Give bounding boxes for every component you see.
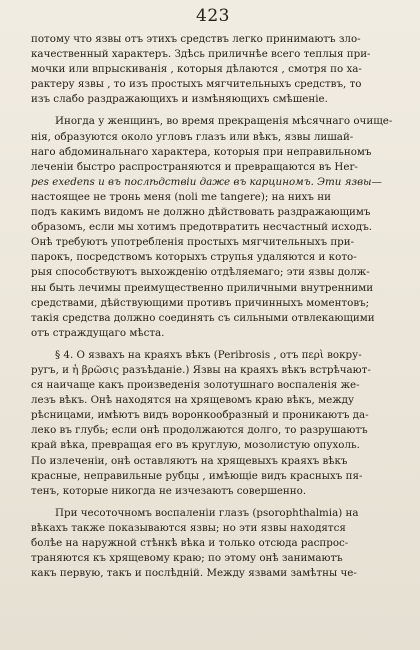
text-line: При чесоточномъ воспаленіи глазъ (psorophthalmia) на [55, 506, 359, 519]
text-line: качественный характеръ. Здѣсь приличнѣе всего теплыя при- [31, 48, 371, 61]
text-line: средствами, дѣйствующими противъ причинныхъ моментовъ; [31, 296, 370, 309]
paragraph-2 [31, 114, 400, 340]
text-line: pes exedens и въ послѣдствіи даже въ карциномъ. Эти язвы— [31, 175, 382, 188]
text-line: болѣе на наружной стѣнкѣ вѣка и только отсюда распрос- [31, 537, 349, 549]
text-line: Онѣ требуютъ употребленія простыхъ мягчительныхъ при- [31, 236, 355, 249]
text-line: вѣкахъ также показываются язвы; но эти язвы находятся [31, 521, 346, 534]
text-line: изъ слабо раздражающихъ и измѣняющихъ смѣшеніе. [31, 93, 328, 106]
text-line: тенъ, которые никогда не изчезаютъ совершенно. [31, 484, 307, 497]
text-line: Иногда у женщинъ, во время прекращенія мѣсячнаго очище- [55, 115, 393, 128]
paragraph-1 [31, 32, 400, 107]
text-line: мочки или впрыскиванія , которыя дѣлаются , смотря по ха- [31, 63, 362, 76]
text-line: рыя способствуютъ выхожденію отдѣляемаго; эти язвы долж- [31, 266, 370, 279]
text-line: подъ какимъ видомъ не должно дѣйствовать раздражающимъ [31, 206, 371, 219]
paragraph-4 [31, 506, 400, 581]
text-line: отъ страждущаго мѣста. [31, 326, 165, 339]
paragraph-section-4 [31, 348, 400, 499]
text-line: настоящее не тронь меня (noli me tangere); на нихъ ни [31, 190, 331, 203]
text-line: леченіи быстро распространяются и превращаются въ Her- [31, 160, 358, 173]
text-line: ругъ, и ἡ βρῶσις разъѣданіе.) Язвы на краяхъ вѣкъ встрѣчают- [31, 363, 371, 376]
text-line: потому что язвы отъ этихъ средствъ легко принимаютъ зло- [31, 33, 361, 45]
text-line: красные, неправильные рубцы , имѣющіе видъ красныхъ пя- [31, 469, 363, 482]
text-line: край вѣка, превращая его въ круглую, мозолистую опухоль. [31, 439, 360, 452]
text-line: ся наичаще какъ произведенія золотушнаго воспаленія же- [31, 379, 360, 392]
text-line: траняются къ хрящевому краю; по этому онѣ занимаютъ [31, 552, 343, 565]
text-line: ны быть лечимы преимущественно приличными внутренними [31, 281, 374, 294]
text-line: леко въ глубь; если онѣ продолжаются долго, то разрушаютъ [31, 424, 368, 437]
text-line: По излеченіи, онѣ оставляютъ на хрящевыхъ краяхъ вѣкъ [31, 454, 348, 467]
text-line: парокъ, посредствомъ которыхъ струпья удаляются и кото- [31, 251, 357, 264]
text-line: какъ первую, такъ и послѣдній. Между язвами замѣтны че- [31, 567, 357, 580]
page-number: 423 [196, 6, 230, 26]
text-line: такія средства должно соединять съ сильными отвлекающими [31, 311, 375, 324]
text-line: рактеру язвы , то изъ простыхъ мягчительныхъ средствъ, то [31, 78, 362, 91]
text-line: образомъ, если мы хотимъ предотвратить несчастный исходъ. [31, 221, 373, 234]
section-heading-line: § 4. О язвахъ на краяхъ вѣкъ (Peribrosis , отъ περὶ вокру- [55, 348, 362, 361]
text-line: наго абдоминальнаго характера, которыя при неправильномъ [31, 145, 372, 158]
text-line: нія, образуются около угловъ глазъ или вѣкъ, язвы лишай- [31, 130, 354, 143]
text-line: лезъ вѣкъ. Онѣ находятся на хрящевомъ краю вѣкъ, между [31, 394, 355, 407]
text-line: рѣсницами, имѣютъ видъ воронкообразный и проникаютъ да- [31, 409, 369, 422]
